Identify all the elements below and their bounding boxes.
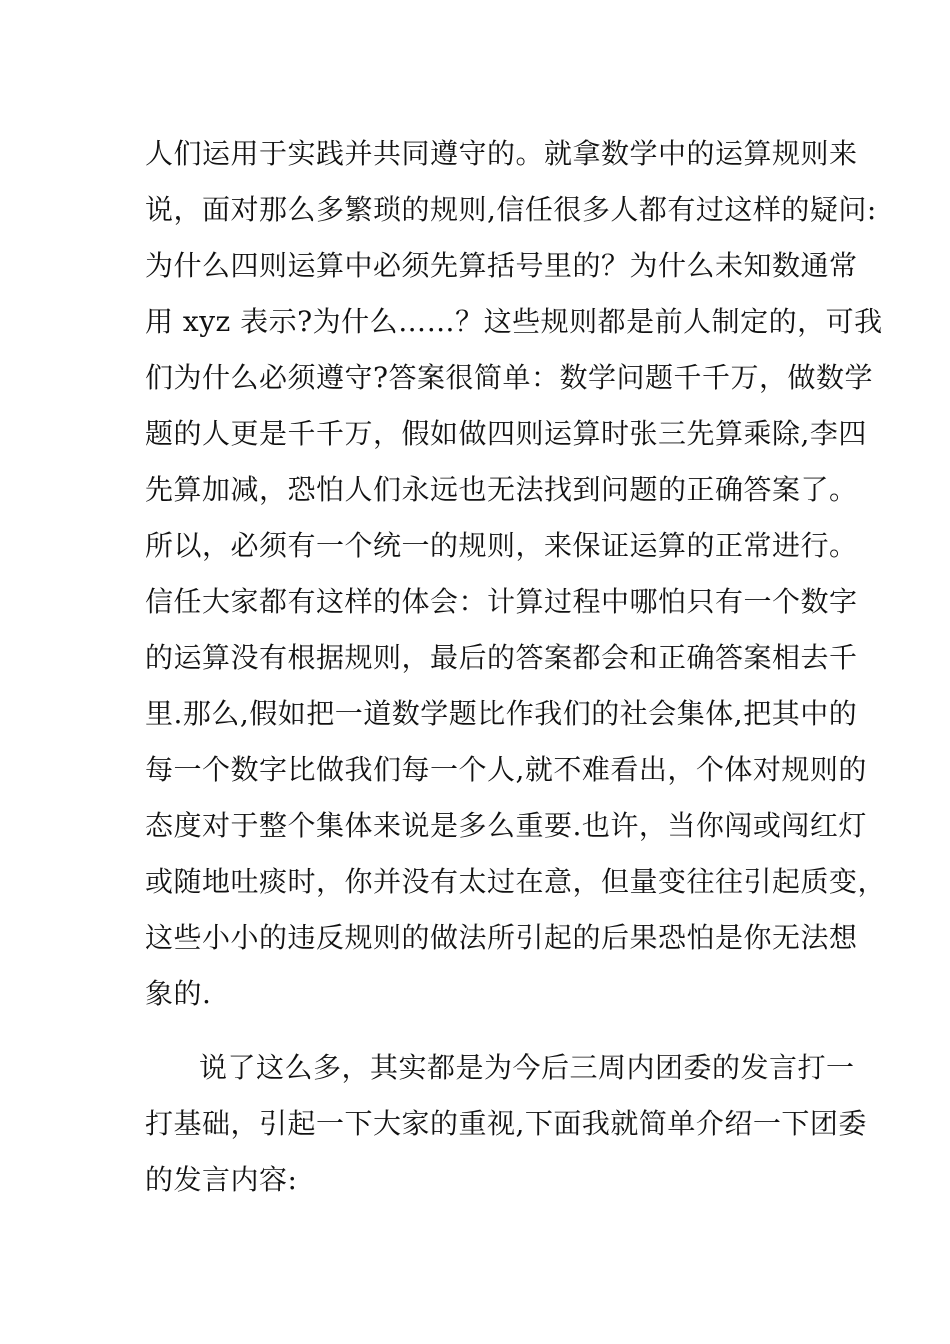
text-line: 说了这么多，其实都是为今后三周内团委的发言打一 xyxy=(199,1051,855,1084)
text-line: 人们运用于实践并共同遵守的。就拿数学中的运算规则来 xyxy=(145,137,858,170)
text-line: 的运算没有根据规则，最后的答案都会和正确答案相去千 xyxy=(145,641,858,674)
text-line: 们为什么必须遵守?答案很简单：数学问题千千万，做数学 xyxy=(145,361,874,394)
text-line: 这些小小的违反规则的做法所引起的后果恐怕是你无法想 xyxy=(145,921,858,954)
text-line: 为什么四则运算中必须先算括号里的？为什么未知数通常 xyxy=(145,249,858,282)
text-line: 里.那么,假如把一道数学题比作我们的社会集体,把其中的 xyxy=(145,697,858,730)
text-line: 用 xyz 表示?为什么……？这些规则都是前人制定的，可我 xyxy=(145,305,883,338)
text-line: 象的. xyxy=(145,977,212,1010)
text-line: 先算加减，恐怕人们永远也无法找到问题的正确答案了。 xyxy=(145,473,858,506)
text-line: 态度对于整个集体来说是多么重要.也许，当你闯或闯红灯 xyxy=(145,809,867,842)
text-line: 的发言内容: xyxy=(145,1163,298,1196)
text-line: 所以，必须有一个统一的规则，来保证运算的正常进行。 xyxy=(145,529,858,562)
text-line: 题的人更是千千万，假如做四则运算时张三先算乘除,李四 xyxy=(145,417,867,450)
text-line: 每一个数字比做我们每一个人,就不难看出，个体对规则的 xyxy=(145,753,867,786)
text-line: 打基础，引起一下大家的重视,下面我就简单介绍一下团委 xyxy=(145,1107,867,1140)
text-line: 或随地吐痰时，你并没有太过在意，但量变往往引起质变， xyxy=(145,865,887,898)
text-line: 说，面对那么多繁琐的规则,信任很多人都有过这样的疑问: xyxy=(145,193,877,226)
text-line: 信任大家都有这样的体会：计算过程中哪怕只有一个数字 xyxy=(145,585,858,618)
